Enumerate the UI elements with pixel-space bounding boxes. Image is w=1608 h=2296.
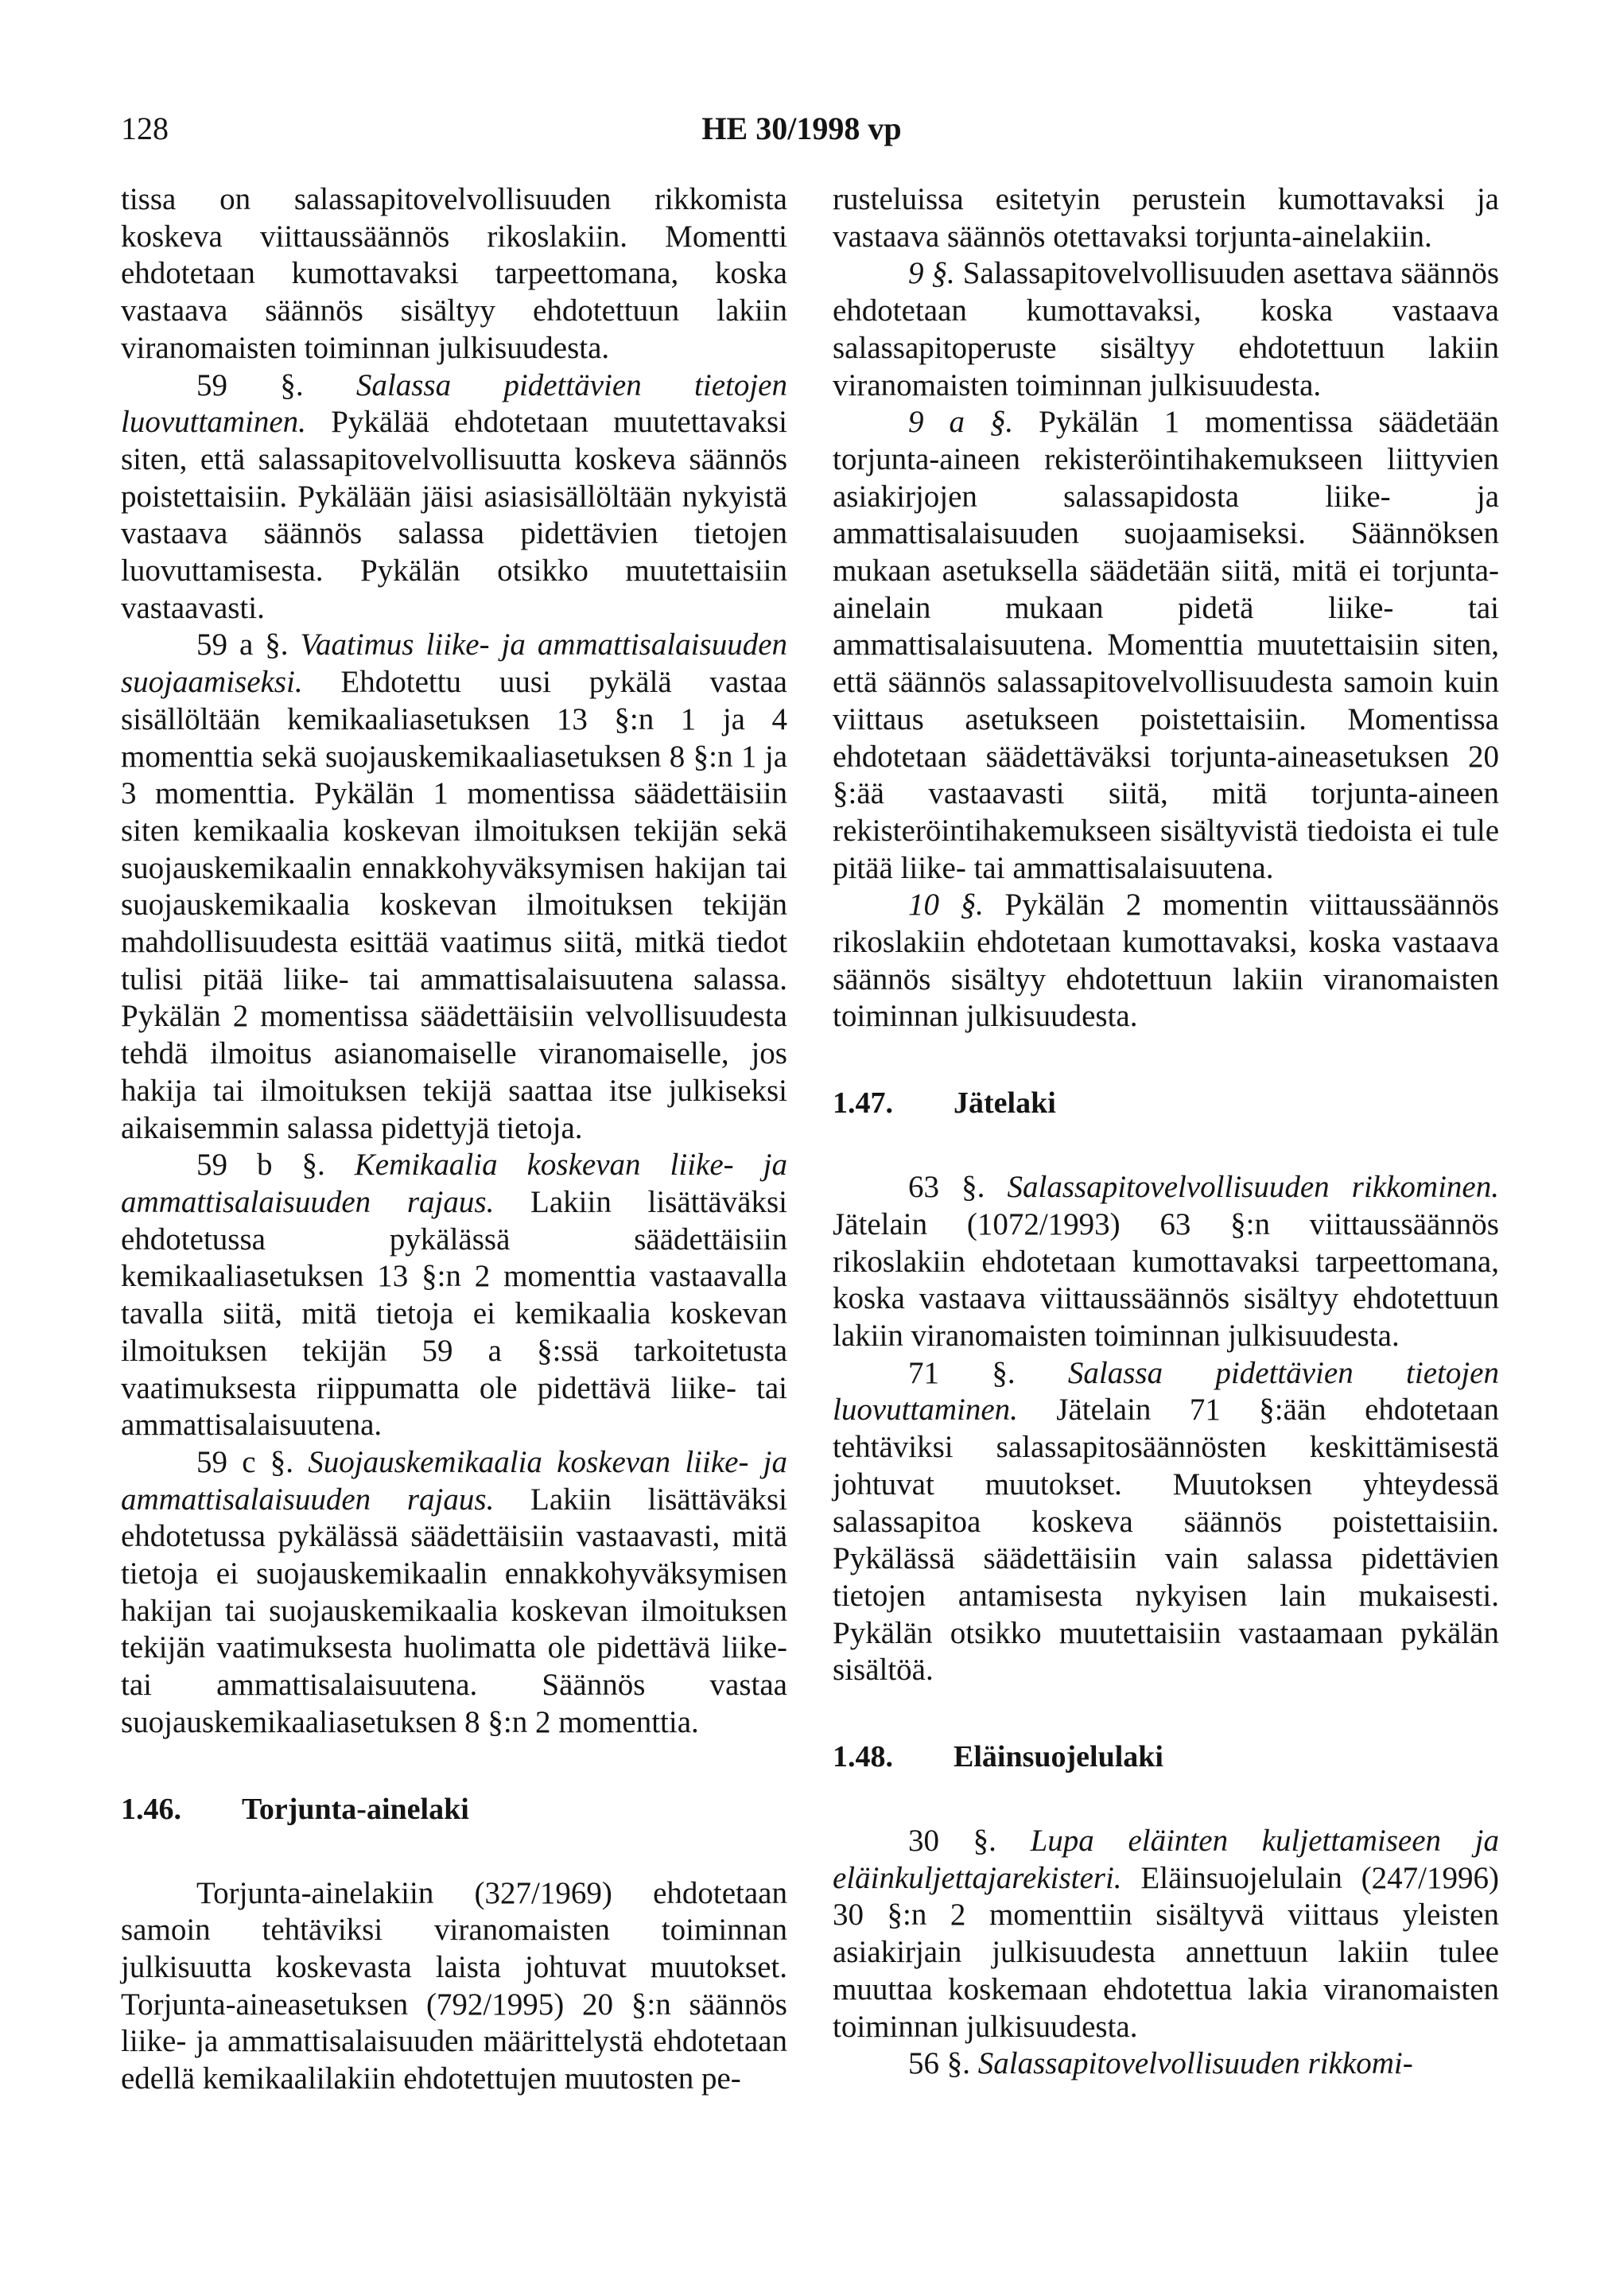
section-59b: [121, 1147, 787, 1444]
section-10: [833, 887, 1499, 1035]
section-number: 30 §.: [908, 1824, 996, 1859]
document-id: HE 30/1998 vp: [701, 111, 902, 146]
section-9: [833, 255, 1499, 404]
section-title: Salassa pidettävien tietojen luovuttaminen.: [121, 367, 787, 440]
section-59a: [121, 627, 787, 1147]
section-title: Vaatimus liike- ja ammattisalaisuuden suojaamiseksi.: [121, 627, 787, 700]
section-number: 71 §.: [908, 1355, 1016, 1390]
page-number: 128: [121, 111, 169, 146]
heading-1-46: [121, 1791, 787, 1828]
section-body: Jätelain 71 §:ään ehdotetaan tehtäviksi salassapitosäännösten keskittämisestä johtuvat muutokset. Muutoksen yhteydessä salassapitoa koskeva säännös poistettaisiin. Pykälässä säädettäisiin vain salassa pidettävien tietojen antamisesta nykyisen lain mukaisesti. Pykälän otsikko muutettaisiin vastaamaan pykälän sisältöä.: [833, 1393, 1499, 1688]
section-body: Eläinsuojelulain (247/1996) 30 §:n 2 momenttiin sisältyvä viittaus yleisten asiakirjain julkisuudesta annettuun lakiin tulee muuttaa koskemaan ehdotettua lakia viranomaisten toiminnan julkisuudesta.: [833, 1860, 1499, 2044]
heading-number: 1.46.: [121, 1792, 181, 1826]
section-71: [833, 1355, 1499, 1689]
section-56: [833, 2045, 1499, 2083]
section-title: Salassapitovelvollisuuden rikkomi-: [977, 2046, 1413, 2081]
section-title: Salassapitovelvollisuuden rikkominen.: [1007, 1170, 1499, 1205]
section-body: Pykälän 2 momentin viittaussäännös rikoslakiin ehdotetaan kumottavaksi, koska vastaava säännös sisältyy ehdotettuun lakiin viranomaisten toiminnan julkisuudesta.: [833, 888, 1500, 1034]
heading-number: 1.47.: [833, 1086, 893, 1121]
section-number: 56 §.: [908, 2046, 970, 2081]
section-number: 59 b §.: [196, 1148, 325, 1183]
section-number: 59 §.: [196, 367, 304, 402]
section-body: Pykälän 1 momentissa säädetään torjunta-aineen rekisteröintihakemukseen liittyvien asiakirjojen salassapidosta liike- ja ammattisalaisuuden suojaamiseksi. Säännöksen mukaan asetuksella säädetään siitä, mitä ei torjunta-ainelain mukaan pidetä liike- tai ammattisalaisuutena. Momenttia muutettaisiin siten, että säännös salassapitovelvollisuudesta samoin kuin viittaus asetukseen poistettaisiin. Momentissa ehdotetaan säädettäväksi torjunta-aineasetuksen 20 §:ää vastaavasti siitä, mitä torjunta-aineen rekisteröintihakemukseen sisältyvistä tiedoista ei tule pitää liike- tai ammattisalaisuutena.: [833, 405, 1499, 885]
page-header: [121, 110, 1482, 157]
section-title: Salassa pidettävien tietojen luovuttaminen.: [833, 1355, 1499, 1428]
section-number: 59 a §.: [196, 627, 289, 662]
heading-1-47: [833, 1085, 1499, 1121]
section-title: Lupa eläinten kuljettamiseen ja eläinkuljettajarekisteri.: [833, 1824, 1500, 1895]
section-number: 59 c §.: [196, 1444, 294, 1479]
section-number: 9 a §.: [908, 405, 1014, 440]
section-number: 9 §.: [908, 256, 955, 291]
section-title: Suojauskemikaalia koskevan liike- ja ammattisalaisuuden rajaus.: [121, 1444, 788, 1517]
section-59: [121, 367, 787, 627]
left-column: [121, 181, 787, 2098]
heading-1-48: [833, 1739, 1499, 1775]
paragraph: rusteluissa esitetyin perustein kumottavaksi ja vastaava säännös otettavaksi torjunta-ainelakiin.: [833, 182, 1499, 254]
section-body: Lakiin lisättäväksi ehdotetussa pykälässä säädettäisiin vastaavasti, mitä tietoja ei suojauskemikaalin ennakkohyväksymisen hakijan tai suojauskemikaalia koskevan ilmoituksen tekijän vaatimuksesta huolimatta ole pidettävä liike- tai ammattisalaisuutena. Säännös vastaa suojauskemikaaliasetuksen 8 §:n 2 momenttia.: [121, 1482, 787, 1739]
right-column: [833, 181, 1499, 2083]
section-body: Ehdotettu uusi pykälä vastaa sisällöltään kemikaaliasetuksen 13 §:n 1 ja 4 momenttia sekä suojauskemikaaliasetuksen 8 §:n 1 ja 3 momenttia. Pykälän 1 momentissa säädettäisiin siten kemikaalia koskevan ilmoituksen tekijän sekä suojauskemikaalin ennakkohyväksymisen hakijan tai suojauskemikaalia koskevan ilmoituksen tekijän mahdollisuudesta esittää vaatimus siitä, mitkä tiedot tulisi pitää liike- tai ammattisalaisuutena salassa. Pykälän 2 momentissa säädettäisiin velvollisuudesta tehdä ilmoitus asianomaiselle viranomaiselle, jos hakija tai ilmoituksen tekijä saattaa itse julkiseksi aikaisemmin salassa pidettyjä tietoja.: [121, 665, 787, 1145]
heading-title: Jätelaki: [954, 1086, 1056, 1121]
section-body: Pykälää ehdotetaan muutettavaksi siten, että salassapitovelvollisuutta koskeva säännös poistettaisiin. Pykälään jäisi asiasisällöltään nykyistä vastaava säännös salassa pidettävien tietojen luovuttamisesta. Pykälän otsikko muutettaisiin vastaavasti.: [121, 405, 788, 625]
section-59c: [121, 1444, 787, 1742]
section-9a: [833, 404, 1499, 887]
section-body: Jätelain (1072/1993) 63 §:n viittaussäännös rikoslakiin ehdotetaan kumottavaksi tarpeettomana, koska vastaava viittaussäännös sisältyy ehdotettuun lakiin viranomaisten toiminnan julkisuudesta.: [833, 1206, 1499, 1353]
section-body: Lakiin lisättäväksi ehdotetussa pykälässä säädettäisiin kemikaaliasetuksen 13 §:n 2 momenttia vastaavalla tavalla siitä, mitä tietoja ei kemikaalia koskevan ilmoituksen tekijän 59 a §:ssä tarkoitetusta vaatimuksesta riippumatta ole pidettävä liike- tai ammattisalaisuutena.: [121, 1184, 787, 1443]
section-body: Salassapitovelvollisuuden asettava säännös ehdotetaan kumottavaksi, koska vastaava salassapitoperuste sisältyy ehdotettuun lakiin viranomaisten toiminnan julkisuudesta.: [833, 256, 1499, 402]
heading-number: 1.48.: [833, 1740, 893, 1774]
section-30: [833, 1823, 1499, 2045]
heading-title: Eläinsuojelulaki: [954, 1740, 1163, 1774]
section-63: [833, 1169, 1499, 1355]
section-number: 10 §.: [908, 888, 984, 923]
section-number: 63 §.: [908, 1170, 985, 1205]
paragraph: Torjunta-ainelakiin (327/1969) ehdotetaan samoin tehtäviksi viranomaisten toiminnan julkisuutta koskevasta laista johtuvat muutokset. Torjunta-aineasetuksen (792/1995) 20 §:n säännös liike- ja ammattisalaisuuden määrittelystä ehdotetaan edellä kemikaalilakiin ehdotettujen muutosten pe-: [121, 1875, 787, 2096]
paragraph: tissa on salassapitovelvollisuuden rikkomista koskeva viittaussäännös rikoslakiin. Momentti ehdotetaan kumottavaksi tarpeettomana, koska vastaava säännös sisältyy ehdotettuun lakiin viranomaisten toiminnan julkisuudesta.: [121, 182, 787, 365]
heading-title: Torjunta-ainelaki: [242, 1792, 469, 1826]
section-title: Kemikaalia koskevan liike- ja ammattisalaisuuden rajaus.: [121, 1148, 788, 1219]
